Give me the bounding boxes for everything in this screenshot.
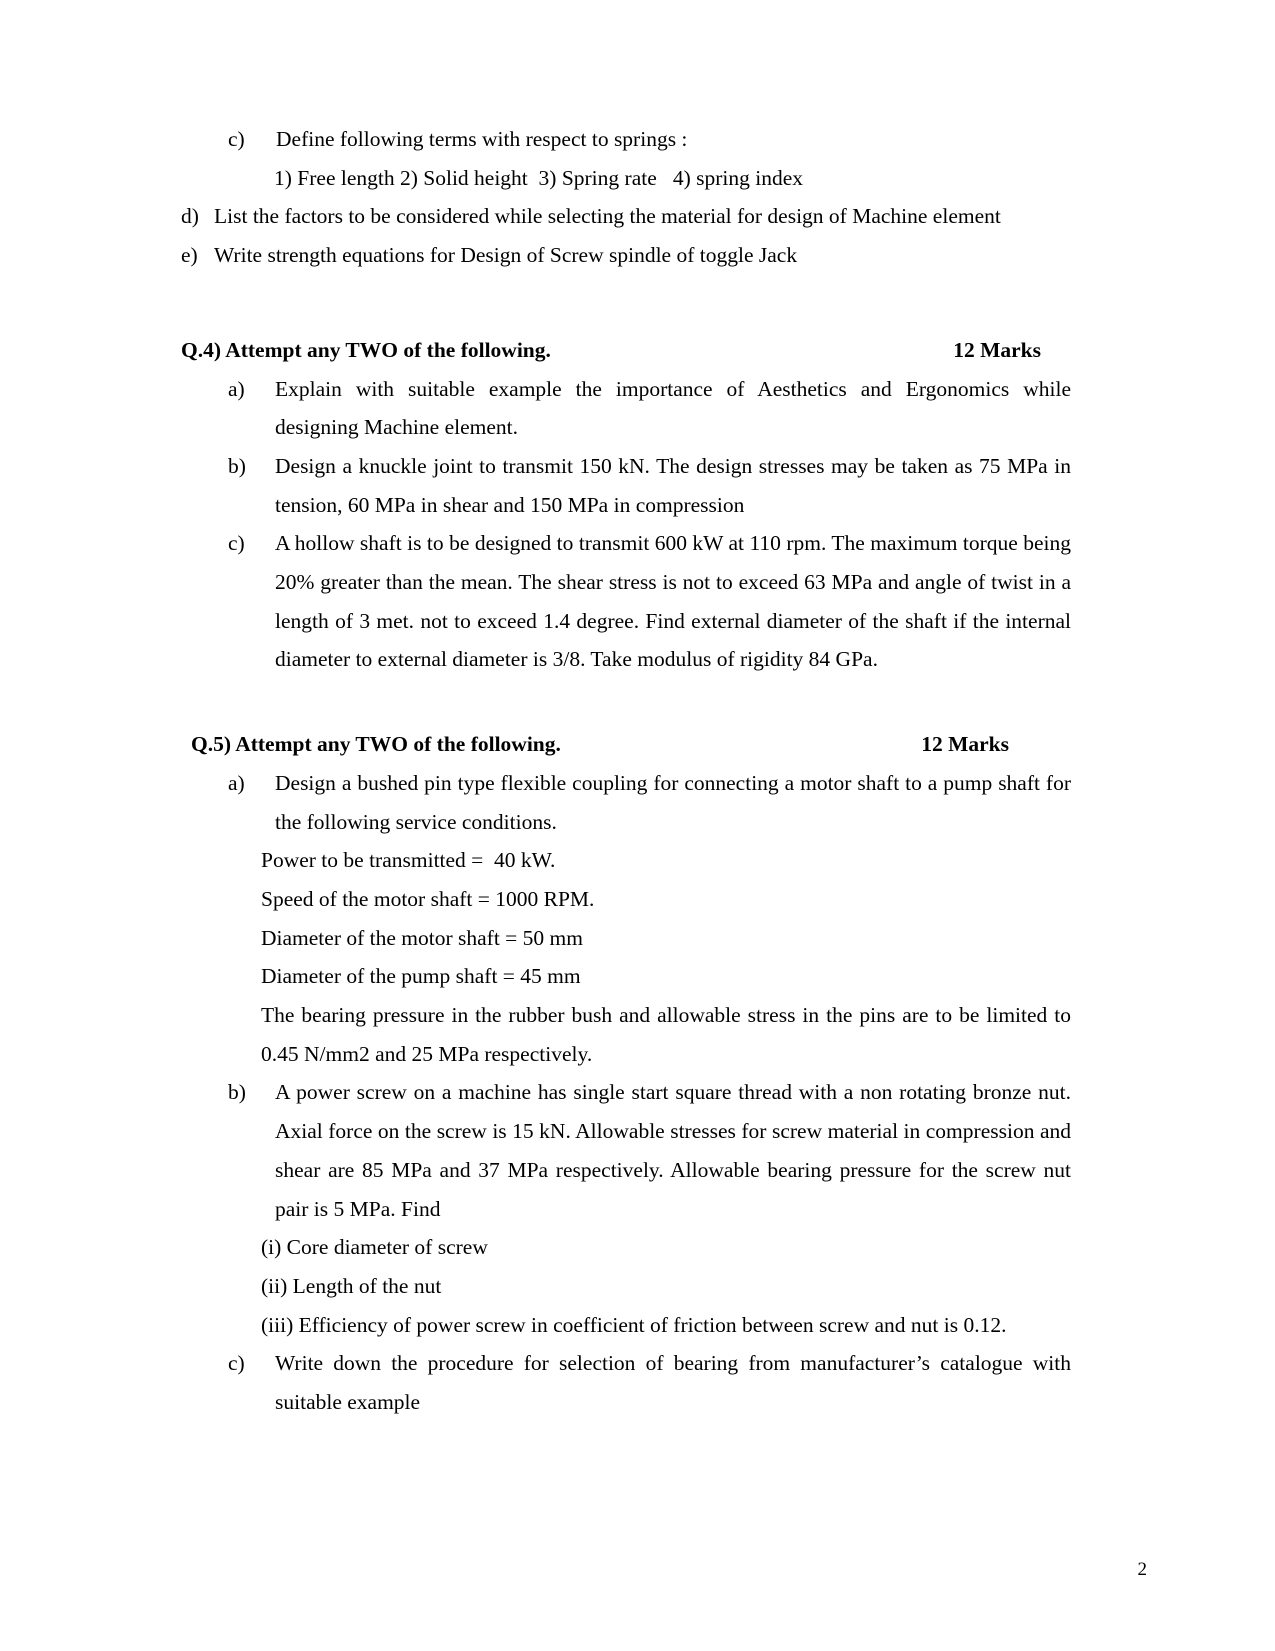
condition-line: Diameter of the motor shaft = 50 mm	[261, 925, 584, 950]
list-body: A hollow shaft is to be designed to transmit 600 kW at 110 rpm. The maximum torque being 20% greater than the mean. The shear stress is not to exceed 63 MPa and angle of twist in a length of 3 met. not to exceed 1.4 degree. Find external diameter of the shaft if the internal diameter to external diameter is 3/8. Take modulus of rigidity 84 GPa.	[275, 531, 1071, 672]
list-item	[181, 1073, 1071, 1228]
question-5-title: Q.5) Attempt any TWO of the following.	[191, 732, 561, 757]
list-marker: c)	[228, 1351, 245, 1376]
list-body: Write strength equations for Design of Screw spindle of toggle Jack	[214, 243, 798, 268]
list-body: Design a bushed pin type flexible coupling for connecting a motor shaft to a pump shaft for the following service conditions.	[275, 770, 1071, 834]
list-body	[276, 120, 1071, 159]
page-content	[181, 120, 1077, 1422]
list-item	[181, 120, 1071, 159]
list-marker: d)	[181, 204, 199, 229]
subitem-line: (ii) Length of the nut	[261, 1273, 442, 1298]
list-body: Explain with suitable example the importance of Aesthetics and Ergonomics while designing Machine element.	[275, 376, 1071, 440]
question-5-marks: 12 Marks	[921, 732, 1009, 757]
question-4-marks: 12 Marks	[953, 337, 1041, 362]
section-gap	[181, 679, 1071, 725]
list-item	[181, 1344, 1071, 1421]
list-item	[181, 370, 1071, 447]
list-marker: c)	[228, 127, 245, 151]
question-4-header	[181, 331, 1071, 370]
spring-terms-line: 1) Free length 2) Solid height 3) Spring rate 4) spring index	[274, 165, 804, 190]
bearing-pressure-note: The bearing pressure in the rubber bush and allowable stress in the pins are to be limited to 0.45 N/mm2 and 25 MPa respectively.	[261, 1003, 1077, 1066]
question-4-title: Q.4) Attempt any TWO of the following.	[181, 337, 551, 362]
list-marker: a)	[228, 770, 245, 795]
subitem-line: (iii) Efficiency of power screw in coefficient of friction between screw and nut is 0.12.	[261, 1312, 1007, 1337]
list-body: List the factors to be considered while selecting the material for design of Machine element	[214, 204, 1001, 229]
condition-line: Speed of the motor shaft = 1000 RPM.	[261, 886, 595, 911]
list-item	[181, 447, 1071, 524]
list-marker: e)	[181, 243, 198, 268]
list-marker: b)	[228, 453, 246, 478]
subitem-line: (i) Core diameter of screw	[261, 1235, 488, 1260]
list-item	[181, 764, 1071, 841]
question-5-header	[181, 725, 1071, 764]
list-body: A power screw on a machine has single start square thread with a non rotating bronze nut. Axial force on the screw is 15 kN. Allowable stresses for screw material in compression and shear are 85 MPa and 37 MPa respectively. Allowable bearing pressure for the screw nut pair is 5 MPa. Find	[275, 1080, 1071, 1221]
list-item	[181, 236, 1071, 275]
list-marker: a)	[228, 376, 245, 401]
condition-line: Diameter of the pump shaft = 45 mm	[261, 964, 581, 989]
list-marker: b)	[228, 1080, 246, 1105]
section-gap	[181, 275, 1071, 331]
page-number: 2	[1137, 1559, 1147, 1580]
list-body: Design a knuckle joint to transmit 150 kN. The design stresses may be taken as 75 MPa in tension, 60 MPa in shear and 150 MPa in compression	[275, 453, 1071, 517]
text-line: Define following terms with respect to springs :	[276, 127, 688, 151]
list-item	[181, 524, 1071, 679]
list-marker: c)	[228, 531, 245, 556]
list-item	[181, 197, 1071, 236]
condition-line: Power to be transmitted = 40 kW.	[261, 848, 556, 873]
list-body: Write down the procedure for selection of bearing from manufacturer’s catalogue with suitable example	[275, 1351, 1071, 1415]
